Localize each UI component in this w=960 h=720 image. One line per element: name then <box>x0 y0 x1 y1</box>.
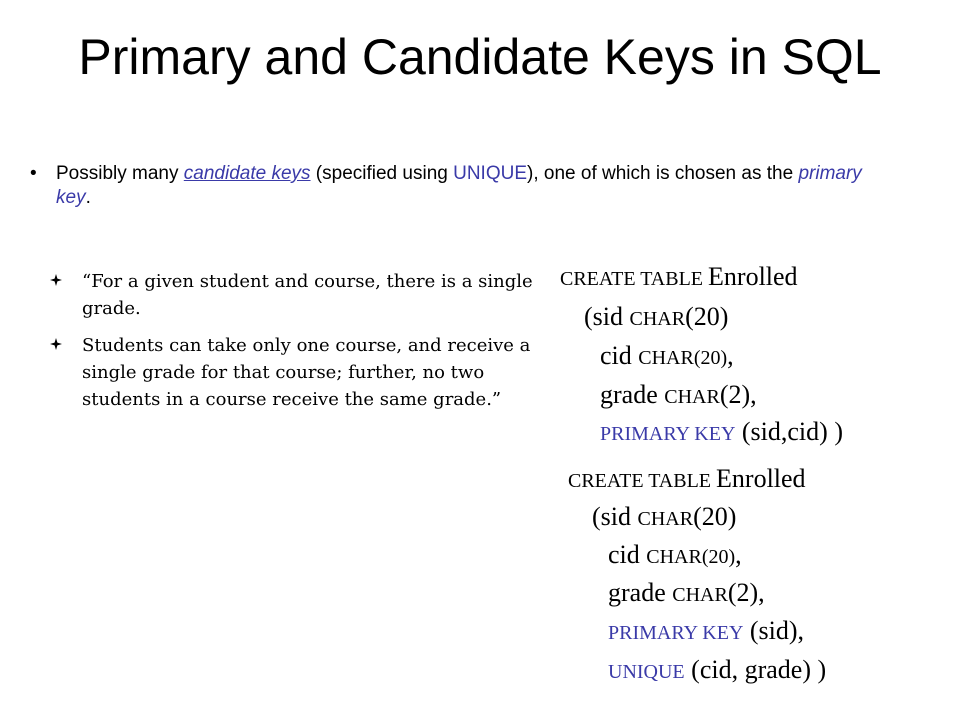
type-length: (20) <box>693 502 737 531</box>
code-line <box>608 616 804 646</box>
table-name: Enrolled <box>708 262 798 291</box>
quote-text: “For a given student and course, there is a single grade. <box>82 271 533 319</box>
type-keyword: CHAR <box>664 386 720 408</box>
code-line <box>560 262 798 292</box>
code-line <box>600 341 734 371</box>
type-keyword: CHAR <box>629 308 686 330</box>
comma: , <box>735 540 742 569</box>
key-columns: (sid), <box>743 616 805 645</box>
column-name: cid <box>608 540 647 569</box>
key-columns: (sid,cid) ) <box>735 417 843 446</box>
column-name: (sid <box>592 502 638 531</box>
code-line <box>608 540 742 570</box>
primary-key-keyword: PRIMARY KEY <box>608 622 744 644</box>
quote-item <box>50 332 550 413</box>
bullet-dot-icon: • <box>30 163 37 184</box>
type-length: (2), <box>719 380 757 409</box>
primary-key-keyword: PRIMARY KEY <box>600 423 736 445</box>
create-table-keyword: CREATE TABLE <box>568 470 717 492</box>
bullet-text-2: (specified using <box>310 163 454 184</box>
candidate-keys-term: candidate keys <box>183 163 311 184</box>
diamond-bullet-icon <box>50 274 62 286</box>
type-keyword: CHAR(20) <box>638 347 728 369</box>
type-keyword: CHAR(20) <box>646 546 736 568</box>
code-line <box>600 417 843 447</box>
bullet-text-1: Possibly many <box>56 163 184 184</box>
bullet-text <box>56 162 886 210</box>
quote-item <box>50 268 550 322</box>
quote-list <box>50 268 550 423</box>
code-line <box>584 302 728 332</box>
code-line <box>592 502 736 532</box>
unique-columns: (cid, grade) ) <box>684 655 827 684</box>
column-name: cid <box>600 341 639 370</box>
slide-title: Primary and Candidate Keys in SQL <box>78 29 882 85</box>
column-name: grade <box>600 380 665 409</box>
create-table-keyword: CREATE TABLE <box>560 268 709 290</box>
bullet-text-3: ), one of which is chosen as the <box>527 163 799 184</box>
type-keyword: CHAR <box>637 508 694 530</box>
bullet-text-4: . <box>85 187 91 208</box>
column-name: grade <box>608 578 673 607</box>
type-keyword: CHAR <box>672 584 728 606</box>
column-name: (sid <box>584 302 630 331</box>
unique-keyword: UNIQUE <box>608 661 685 683</box>
code-line <box>608 578 765 608</box>
code-line <box>568 464 806 494</box>
table-name: Enrolled <box>716 464 806 493</box>
type-length: (2), <box>727 578 765 607</box>
code-line <box>600 380 757 410</box>
primary-key-term: primary key <box>56 163 862 208</box>
quote-text: Students can take only one course, and receive a single grade for that course; further, no two students in a course receive the same grade.” <box>82 335 531 410</box>
comma: , <box>727 341 734 370</box>
type-length: (20) <box>685 302 729 331</box>
diamond-bullet-icon <box>50 338 62 350</box>
code-line <box>608 655 826 685</box>
unique-keyword: UNIQUE <box>453 163 528 184</box>
